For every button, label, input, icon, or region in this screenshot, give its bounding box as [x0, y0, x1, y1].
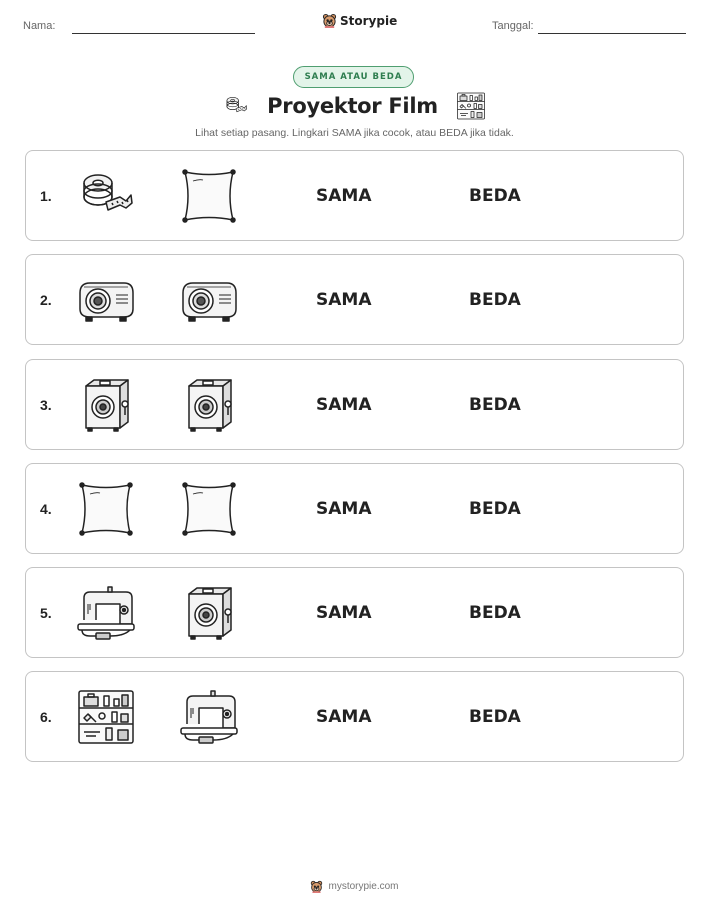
question-row	[25, 567, 684, 658]
projector-icon	[179, 271, 239, 329]
different-option[interactable]: BEDA	[469, 602, 521, 623]
same-option[interactable]: SAMA	[316, 498, 372, 519]
bear-icon	[310, 880, 323, 893]
worksheet-type-badge: SAMA ATAU BEDA	[293, 66, 414, 88]
projection-screen-icon	[76, 480, 136, 538]
sewing-machine-icon	[179, 688, 239, 746]
sewing-machine-icon	[76, 584, 136, 642]
question-number: 1.	[40, 187, 52, 204]
name-label: Nama:	[23, 20, 56, 32]
projection-screen-icon	[179, 167, 239, 225]
different-option[interactable]: BEDA	[469, 498, 521, 519]
projector-icon	[76, 271, 136, 329]
question-number: 4.	[40, 500, 52, 517]
different-option[interactable]: BEDA	[469, 289, 521, 310]
different-option[interactable]: BEDA	[469, 394, 521, 415]
footer	[0, 880, 709, 893]
brand-logo	[322, 13, 397, 28]
question-number: 2.	[40, 291, 52, 308]
name-line[interactable]	[72, 33, 255, 34]
question-number: 6.	[40, 708, 52, 725]
question-number: 5.	[40, 604, 52, 621]
bear-icon	[322, 13, 337, 28]
question-row	[25, 150, 684, 241]
camera-box-icon	[179, 376, 239, 434]
question-row	[25, 254, 684, 345]
question-row	[25, 359, 684, 450]
tool-shelf-icon	[76, 688, 136, 746]
question-number: 3.	[40, 396, 52, 413]
question-row	[25, 463, 684, 554]
same-option[interactable]: SAMA	[316, 185, 372, 206]
film-reel-icon	[76, 167, 136, 225]
title-row	[0, 91, 709, 121]
date-line[interactable]	[538, 33, 686, 34]
question-row	[25, 671, 684, 762]
brand-name: Storypie	[340, 13, 398, 28]
instructions: Lihat setiap pasang. Lingkari SAMA jika cocok, atau BEDA jika tidak.	[195, 127, 514, 139]
date-label: Tanggal:	[492, 20, 534, 32]
film-reel-icon	[223, 94, 249, 118]
different-option[interactable]: BEDA	[469, 185, 521, 206]
tool-shelf-icon	[456, 91, 486, 121]
footer-url[interactable]: mystorypie.com	[328, 881, 399, 892]
same-option[interactable]: SAMA	[316, 602, 372, 623]
different-option[interactable]: BEDA	[469, 706, 521, 727]
projection-screen-icon	[179, 480, 239, 538]
same-option[interactable]: SAMA	[316, 289, 372, 310]
page-title: Proyektor Film	[267, 94, 438, 118]
same-option[interactable]: SAMA	[316, 706, 372, 727]
camera-box-icon	[179, 584, 239, 642]
same-option[interactable]: SAMA	[316, 394, 372, 415]
camera-box-icon	[76, 376, 136, 434]
